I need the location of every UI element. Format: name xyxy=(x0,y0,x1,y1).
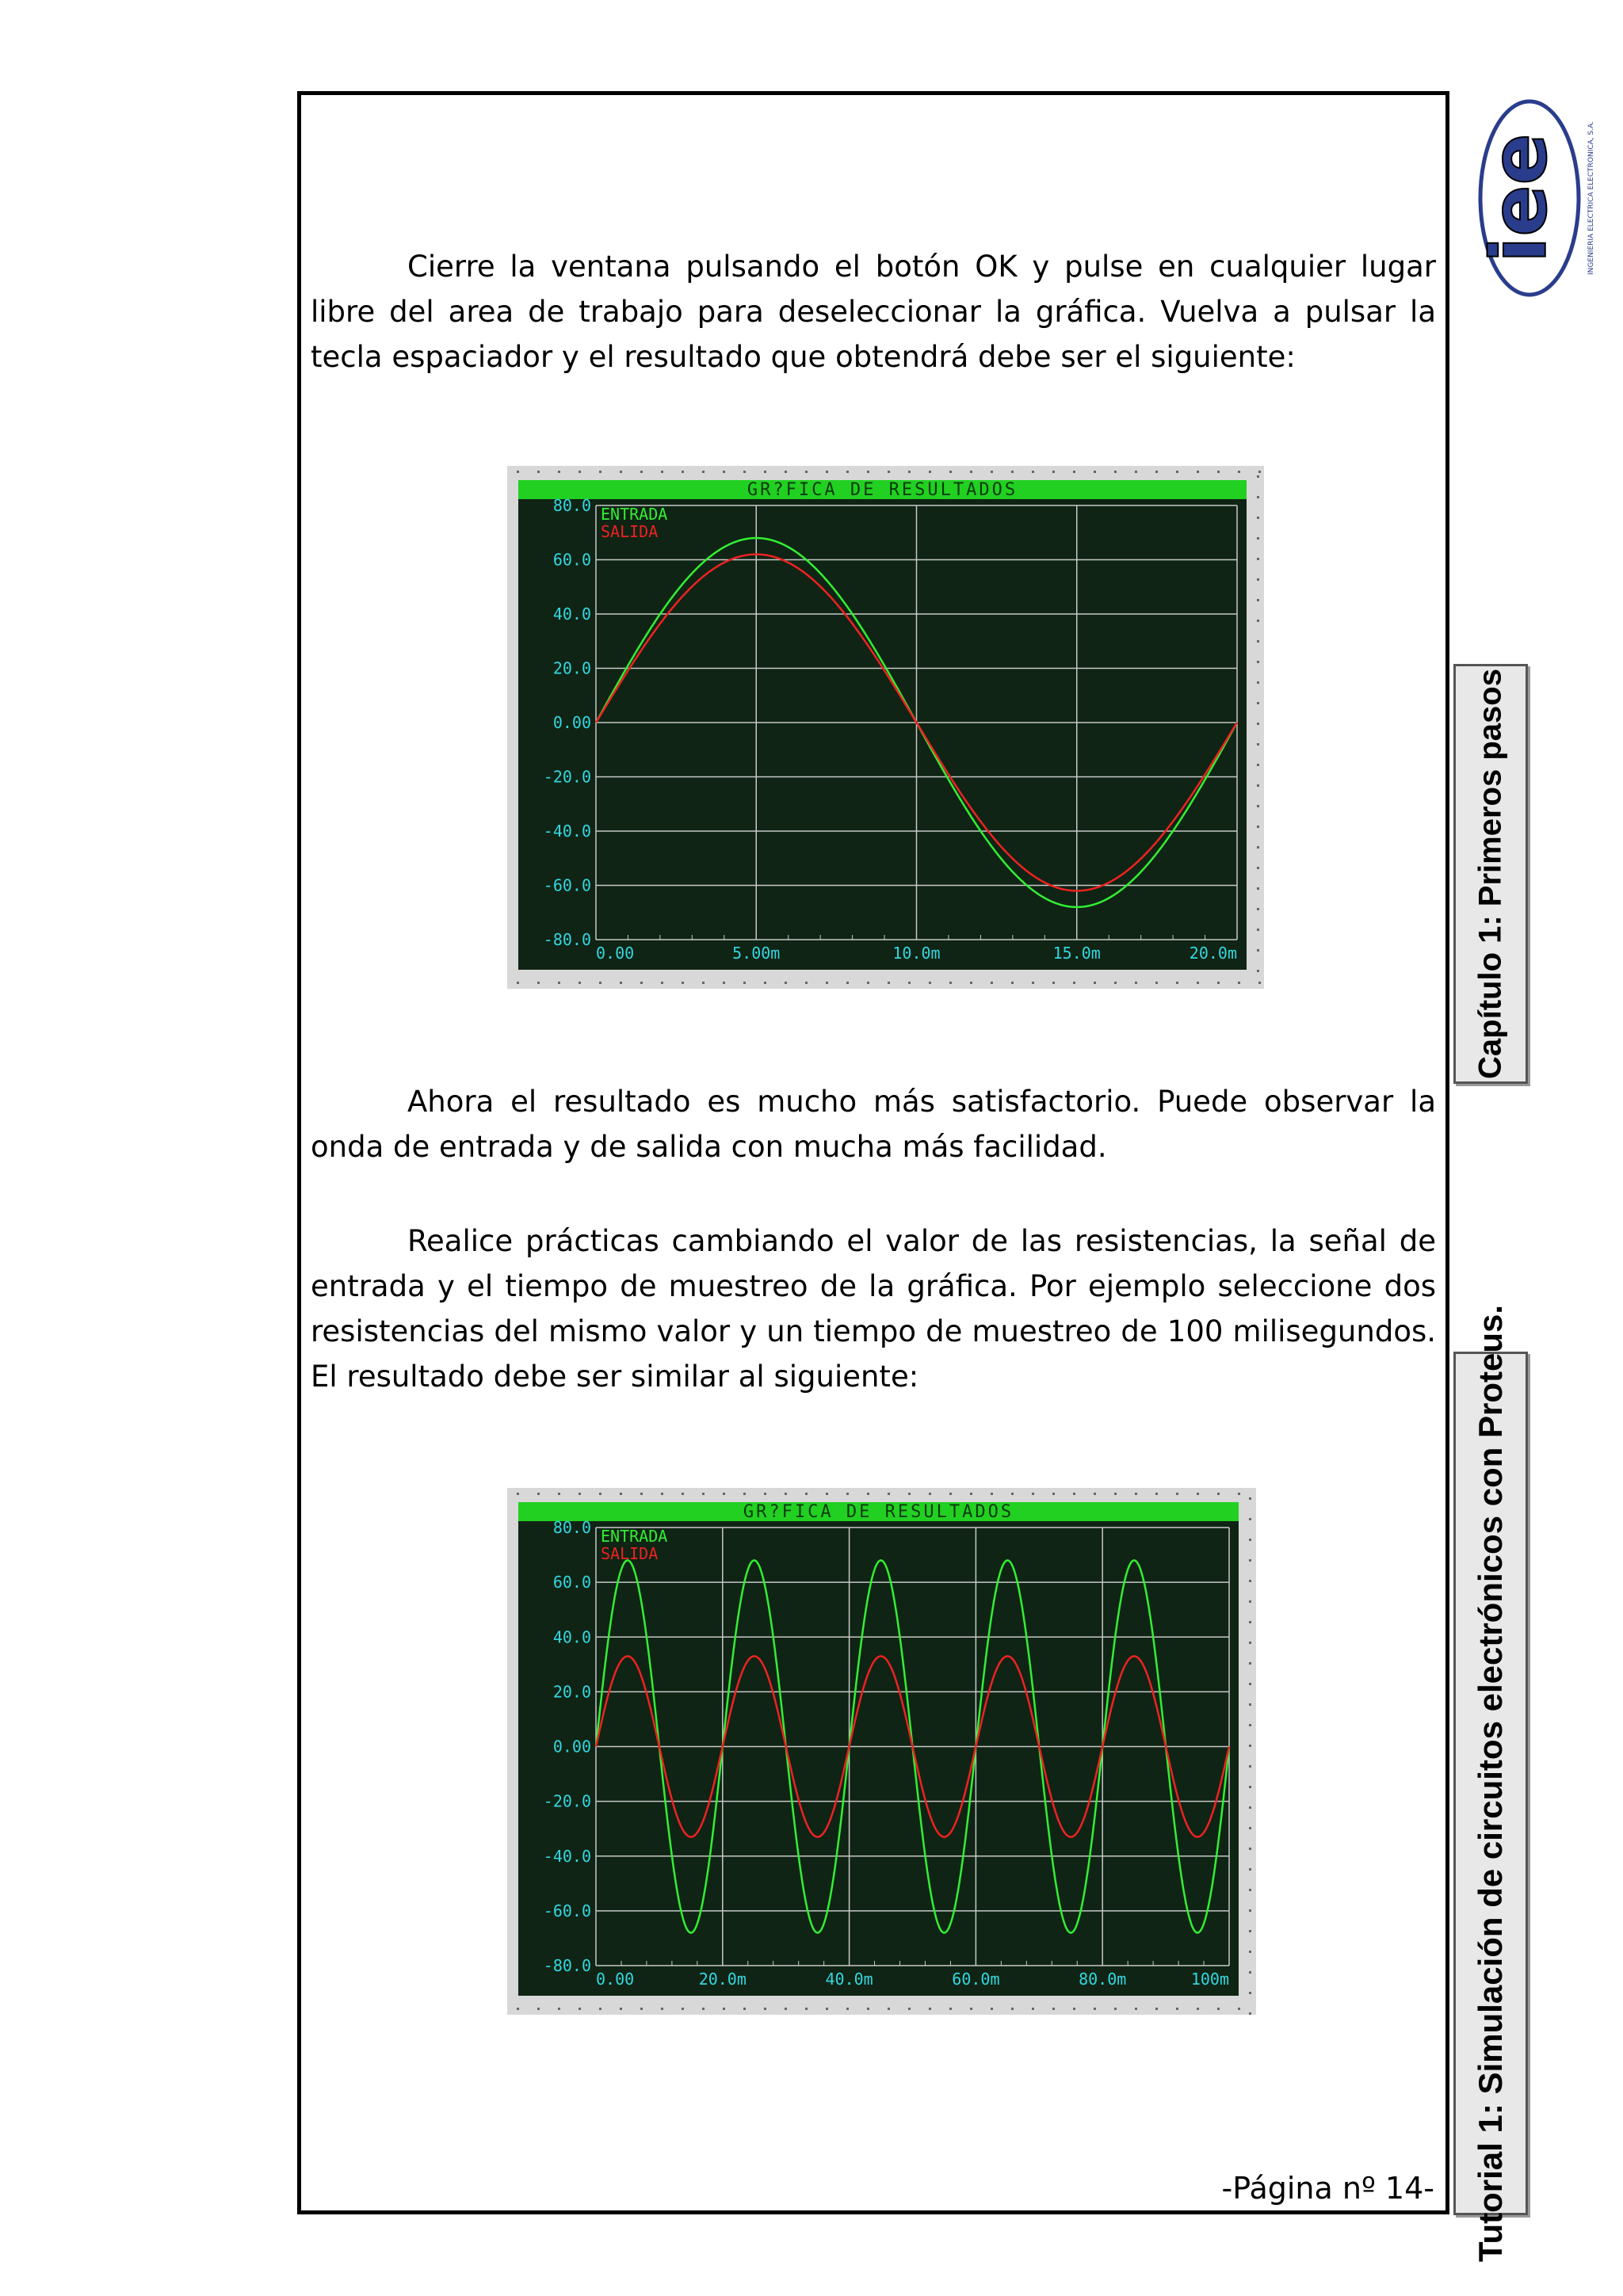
logo-text: iee xyxy=(1475,133,1564,263)
panel-dot xyxy=(1135,2008,1137,2010)
y-tick-label: -80.0 xyxy=(543,930,591,949)
panel-dot xyxy=(1197,2008,1199,2010)
panel-dot xyxy=(1176,2008,1178,2010)
panel-dot xyxy=(661,2008,663,2010)
panel-dot xyxy=(1257,908,1259,910)
y-tick-label: -40.0 xyxy=(543,1846,591,1866)
panel-dot xyxy=(682,1493,684,1495)
panel-dot xyxy=(1249,1662,1251,1665)
panel-dot xyxy=(599,1493,601,1495)
y-tick-label: -80.0 xyxy=(543,1956,591,1975)
panel-dot xyxy=(1073,2008,1075,2010)
legend-entrada: ENTRADA xyxy=(601,505,668,524)
panel-dot xyxy=(1249,1827,1251,1829)
panel-dot xyxy=(1249,1806,1251,1809)
panel-dot xyxy=(723,982,725,984)
panel-dot xyxy=(1258,471,1261,473)
panel-dot xyxy=(846,1493,849,1495)
panel-dot xyxy=(805,1493,808,1495)
panel-dot xyxy=(1011,982,1014,984)
panel-dot xyxy=(970,1493,972,1495)
panel-dot xyxy=(1114,1493,1117,1495)
panel-dot xyxy=(599,471,601,473)
paragraph-result: Ahora el resultado es mucho más satisfactorio. Puede observar la onda de entrada y de salida con mucha más facilidad. xyxy=(311,1085,1436,1164)
y-tick-label: 20.0 xyxy=(552,1682,591,1702)
panel-dot xyxy=(970,982,972,984)
panel-dot xyxy=(867,471,869,473)
panel-dot xyxy=(888,1493,890,1495)
panel-dot xyxy=(908,471,911,473)
y-tick-label: 40.0 xyxy=(552,605,591,624)
panel-dot xyxy=(846,982,849,984)
panel-dot xyxy=(949,2008,952,2010)
panel-dot xyxy=(682,982,684,984)
x-tick-label: 15.0m xyxy=(1052,944,1101,963)
panel-dot xyxy=(1238,471,1240,473)
panel-dot xyxy=(867,2008,869,2010)
panel-dot xyxy=(826,2008,828,2010)
panel-dot xyxy=(1114,471,1117,473)
panel-dot xyxy=(1257,640,1259,643)
panel-dot xyxy=(846,2008,849,2010)
panel-dot xyxy=(558,471,560,473)
panel-dot xyxy=(743,1493,746,1495)
panel-dot xyxy=(1073,471,1075,473)
panel-dot xyxy=(1257,805,1259,807)
panel-dot xyxy=(764,1493,766,1495)
panel-dot xyxy=(1011,2008,1014,2010)
panel-dot xyxy=(929,1493,931,1495)
panel-dot xyxy=(1257,846,1259,849)
panel-dot xyxy=(517,1493,519,1495)
x-tick-label: 20.0m xyxy=(1189,944,1237,963)
y-tick-label: -40.0 xyxy=(543,822,591,841)
panel-dot xyxy=(702,471,705,473)
panel-dot xyxy=(867,1493,869,1495)
panel-dot xyxy=(1258,982,1261,984)
panel-dot xyxy=(640,982,643,984)
panel-dot xyxy=(908,982,911,984)
panel-dot xyxy=(661,982,663,984)
panel-dot xyxy=(1217,982,1220,984)
panel-dot xyxy=(1197,982,1199,984)
panel-dot xyxy=(1238,2008,1240,2010)
panel-dot xyxy=(805,471,808,473)
panel-dot xyxy=(1249,1971,1251,1974)
panel-dot xyxy=(599,982,601,984)
panel-dot xyxy=(991,1493,993,1495)
panel-dot xyxy=(1249,1621,1251,1623)
panel-dot xyxy=(599,2008,601,2010)
panel-dot xyxy=(1257,723,1259,725)
panel-dot xyxy=(1073,1493,1075,1495)
y-tick-label: -60.0 xyxy=(543,875,591,895)
panel-dot xyxy=(1249,1786,1251,1788)
panel-dot xyxy=(888,982,890,984)
panel-dot xyxy=(1176,1493,1178,1495)
panel-dot xyxy=(1197,471,1199,473)
panel-dot xyxy=(1197,1493,1199,1495)
panel-dot xyxy=(805,2008,808,2010)
panel-dot xyxy=(949,982,952,984)
panel-dot xyxy=(1249,1497,1251,1500)
panel-dot xyxy=(1257,867,1259,869)
y-tick-label: -60.0 xyxy=(543,1901,591,1920)
panel-dot xyxy=(1114,982,1117,984)
panel-dot xyxy=(826,471,828,473)
x-tick-label: 0.00 xyxy=(596,944,635,963)
panel-dot xyxy=(1094,982,1096,984)
legend-entrada: ENTRADA xyxy=(601,1527,668,1546)
panel-dot xyxy=(1257,743,1259,746)
side-tab-tutorial-label: Tutorial 1: Simulación de circuitos electrónicos con Proteus. xyxy=(1472,1304,1509,2263)
x-tick-label: 5.00m xyxy=(732,944,781,963)
y-tick-label: -20.0 xyxy=(543,767,591,787)
panel-dot xyxy=(1155,2008,1158,2010)
panel-dot xyxy=(558,2008,560,2010)
panel-dot xyxy=(743,982,746,984)
panel-dot xyxy=(1114,2008,1117,2010)
page-number: -Página nº 14- xyxy=(1221,2171,1434,2206)
y-tick-label: 60.0 xyxy=(552,1573,591,1592)
side-tab-tutorial xyxy=(1453,1304,1528,2263)
panel-dot xyxy=(1249,1868,1251,1871)
y-tick-label: 0.00 xyxy=(552,713,591,732)
panel-dot xyxy=(949,1493,952,1495)
x-tick-label: 40.0m xyxy=(825,1970,873,1989)
plot-background xyxy=(518,480,1247,970)
panel-dot xyxy=(558,982,560,984)
panel-dot xyxy=(702,1493,705,1495)
panel-dot xyxy=(1257,949,1259,952)
panel-dot xyxy=(1257,599,1259,601)
panel-dot xyxy=(661,1493,663,1495)
panel-dot xyxy=(620,1493,622,1495)
panel-dot xyxy=(1238,1493,1240,1495)
panel-dot xyxy=(785,2008,787,2010)
panel-dot xyxy=(785,1493,787,1495)
y-tick-label: 80.0 xyxy=(552,1518,591,1537)
panel-dot xyxy=(1249,1848,1251,1850)
panel-dot xyxy=(579,982,581,984)
panel-dot xyxy=(764,2008,766,2010)
panel-dot xyxy=(1094,471,1096,473)
y-tick-label: -20.0 xyxy=(543,1791,591,1811)
logo-tagline: INGENIERIA ELECTRICA ELECTRONICA, S.A. xyxy=(1587,121,1595,275)
panel-dot xyxy=(1135,471,1137,473)
panel-dot xyxy=(537,471,540,473)
panel-dot xyxy=(1052,982,1055,984)
panel-dot xyxy=(1257,887,1259,890)
panel-dot xyxy=(682,471,684,473)
chart-title: GR?FICA DE RESULTADOS xyxy=(747,480,1018,500)
legend-salida: SALIDA xyxy=(601,1544,659,1563)
panel-dot xyxy=(1257,620,1259,622)
panel-dot xyxy=(1257,475,1259,478)
y-tick-label: 20.0 xyxy=(552,658,591,678)
panel-dot xyxy=(1249,1683,1251,1685)
panel-dot xyxy=(1176,471,1178,473)
panel-dot xyxy=(537,2008,540,2010)
panel-dot xyxy=(579,471,581,473)
panel-dot xyxy=(1217,1493,1220,1495)
panel-dot xyxy=(1249,1909,1251,1912)
panel-dot xyxy=(764,982,766,984)
panel-dot xyxy=(640,471,643,473)
panel-dot xyxy=(1249,1600,1251,1603)
panel-dot xyxy=(991,471,993,473)
panel-dot xyxy=(1249,1992,1251,1994)
panel-dot xyxy=(517,982,519,984)
panel-dot xyxy=(970,471,972,473)
panel-dot xyxy=(1257,702,1259,704)
panel-dot xyxy=(1257,558,1259,560)
panel-dot xyxy=(991,982,993,984)
panel-dot xyxy=(826,982,828,984)
panel-dot xyxy=(1249,1765,1251,1768)
panel-dot xyxy=(929,471,931,473)
panel-dot xyxy=(1257,681,1259,684)
panel-dot xyxy=(661,471,663,473)
panel-dot xyxy=(1135,982,1137,984)
panel-dot xyxy=(702,2008,705,2010)
panel-dot xyxy=(1217,2008,1220,2010)
panel-dot xyxy=(908,2008,911,2010)
panel-dot xyxy=(1217,471,1220,473)
panel-dot xyxy=(1257,764,1259,766)
panel-dot xyxy=(517,2008,519,2010)
paragraph-practice: Realice prácticas cambiando el valor de las resistencias, la señal de entrada y el tiempo de muestreo de la gráfica. Por ejemplo seleccione dos resistencias del mismo valor y un tiempo de muestreo de 100 milisegundos. El resultado debe ser similar al siguiente: xyxy=(311,1224,1436,1394)
panel-dot xyxy=(1238,982,1240,984)
panel-dot xyxy=(1052,1493,1055,1495)
panel-dot xyxy=(1249,1745,1251,1747)
panel-dot xyxy=(1135,1493,1137,1495)
panel-dot xyxy=(579,2008,581,2010)
panel-dot xyxy=(1257,578,1259,581)
legend-salida: SALIDA xyxy=(601,522,659,541)
panel-dot xyxy=(1249,1539,1251,1541)
panel-dot xyxy=(785,471,787,473)
y-tick-label: 80.0 xyxy=(552,496,591,515)
y-tick-label: 60.0 xyxy=(552,550,591,570)
panel-dot xyxy=(1249,1724,1251,1726)
panel-dot xyxy=(579,1493,581,1495)
panel-dot xyxy=(1257,496,1259,498)
chart-1 xyxy=(507,466,1264,989)
y-tick-label: 0.00 xyxy=(552,1737,591,1756)
panel-dot xyxy=(949,471,952,473)
panel-dot xyxy=(888,471,890,473)
panel-dot xyxy=(785,982,787,984)
panel-dot xyxy=(1249,1703,1251,1706)
panel-dot xyxy=(1249,1518,1251,1520)
side-tab-chapter-label: Capítulo 1: Primeros pasos xyxy=(1472,669,1508,1079)
panel-dot xyxy=(1052,2008,1055,2010)
x-tick-label: 10.0m xyxy=(892,944,941,963)
panel-dot xyxy=(723,471,725,473)
panel-dot xyxy=(764,471,766,473)
x-tick-label: 20.0m xyxy=(698,1970,747,1989)
panel-dot xyxy=(640,2008,643,2010)
panel-dot xyxy=(517,471,519,473)
x-tick-label: 100m xyxy=(1190,1970,1229,1989)
panel-dot xyxy=(1249,1559,1251,1562)
x-tick-label: 80.0m xyxy=(1079,1970,1127,1989)
panel-dot xyxy=(723,2008,725,2010)
panel-dot xyxy=(1257,517,1259,519)
panel-dot xyxy=(723,1493,725,1495)
panel-dot xyxy=(1257,826,1259,828)
panel-dot xyxy=(1155,982,1158,984)
panel-dot xyxy=(929,982,931,984)
panel-dot xyxy=(1249,1889,1251,1891)
panel-dot xyxy=(620,2008,622,2010)
panel-dot xyxy=(1155,471,1158,473)
panel-dot xyxy=(1094,1493,1096,1495)
iee-logo xyxy=(1466,87,1609,309)
panel-dot xyxy=(1249,1580,1251,1582)
panel-dot xyxy=(1032,982,1034,984)
panel-dot xyxy=(1011,471,1014,473)
panel-dot xyxy=(1257,784,1259,787)
panel-dot xyxy=(1249,2012,1251,2015)
panel-dot xyxy=(537,1493,540,1495)
x-tick-label: 60.0m xyxy=(952,1970,1000,1989)
panel-dot xyxy=(1155,1493,1158,1495)
panel-dot xyxy=(991,2008,993,2010)
panel-dot xyxy=(826,1493,828,1495)
panel-dot xyxy=(929,2008,931,2010)
panel-dot xyxy=(1032,1493,1034,1495)
panel-dot xyxy=(1052,471,1055,473)
chart-title: GR?FICA DE RESULTADOS xyxy=(743,1502,1014,1522)
panel-dot xyxy=(1257,970,1259,972)
panel-dot xyxy=(1249,1930,1251,1932)
panel-dot xyxy=(908,1493,911,1495)
panel-dot xyxy=(1249,1951,1251,1953)
chart-2 xyxy=(507,1488,1256,2015)
panel-dot xyxy=(1011,1493,1014,1495)
paragraph-intro: Cierre la ventana pulsando el botón OK y pulse en cualquier lugar libre del area de trabajo para deseleccionar la gráfica. Vuelva a pulsar la tecla espaciador y el resultado que obtendrá debe ser el siguiente: xyxy=(311,250,1436,374)
panel-dot xyxy=(846,471,849,473)
y-tick-label: 40.0 xyxy=(552,1627,591,1647)
panel-dot xyxy=(1249,1642,1251,1644)
panel-dot xyxy=(1032,2008,1034,2010)
panel-dot xyxy=(1257,537,1259,540)
panel-dot xyxy=(682,2008,684,2010)
panel-dot xyxy=(867,982,869,984)
panel-dot xyxy=(970,2008,972,2010)
panel-dot xyxy=(702,982,705,984)
panel-dot xyxy=(537,982,540,984)
x-tick-label: 0.00 xyxy=(596,1970,635,1989)
plot-background xyxy=(518,1502,1239,1996)
panel-dot xyxy=(1094,2008,1096,2010)
side-tab-chapter xyxy=(1453,664,1528,1084)
panel-dot xyxy=(640,1493,643,1495)
panel-dot xyxy=(743,471,746,473)
panel-dot xyxy=(1073,982,1075,984)
panel-dot xyxy=(1176,982,1178,984)
panel-dot xyxy=(743,2008,746,2010)
panel-dot xyxy=(620,982,622,984)
panel-dot xyxy=(888,2008,890,2010)
panel-dot xyxy=(620,471,622,473)
panel-dot xyxy=(805,982,808,984)
panel-dot xyxy=(558,1493,560,1495)
panel-dot xyxy=(1032,471,1034,473)
panel-dot xyxy=(1257,661,1259,663)
panel-dot xyxy=(1257,929,1259,931)
